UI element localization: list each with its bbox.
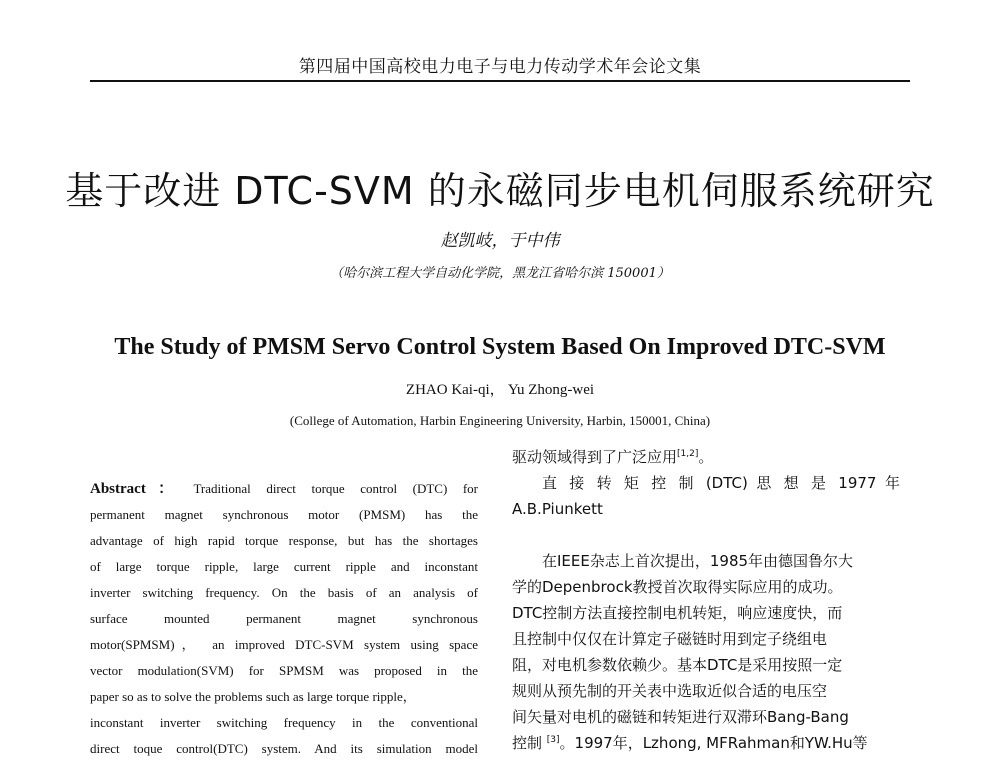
paper-title-cn: 基于改进 DTC-SVM 的永磁同步电机伺服系统研究 bbox=[65, 169, 935, 213]
abstract-text: Traditional direct torque control (DTC) for bbox=[193, 481, 478, 496]
body-line: A.B.Piunkett bbox=[512, 500, 603, 518]
abstract-line: direct toque control(DTC) system. And its simulation model bbox=[90, 741, 478, 756]
abstract-line bbox=[90, 476, 478, 502]
citation-ref: [1,2] bbox=[677, 449, 699, 459]
body-text: 控制 bbox=[512, 734, 547, 752]
abstract-line: permanent magnet synchronous motor (PMSM) has the bbox=[90, 507, 478, 522]
authors-cn: 赵凯岐，于中伟 bbox=[440, 231, 560, 251]
abstract-line: paper so as to solve the problems such as large torque ripple， bbox=[90, 689, 416, 704]
body-line bbox=[512, 730, 900, 756]
citation-ref: [3] bbox=[546, 735, 560, 745]
abstract-line: inconstant inverter switching frequency in the conventional bbox=[90, 715, 478, 730]
body-text: 。1997年，Lzhong, MFRahman和YW.Hu等 bbox=[559, 734, 868, 752]
abstract-column bbox=[90, 476, 478, 762]
authors-en: ZHAO Kai-qi， Yu Zhong-wei bbox=[405, 382, 595, 398]
body-line: 间矢量对电机的磁链和转矩进行双滞环Bang-Bang bbox=[512, 708, 849, 726]
abstract-line: inverter switching frequency. On the basis of an analysis of bbox=[90, 585, 478, 600]
body-line: 学的Depenbrock教授首次取得实际应用的成功。 bbox=[512, 578, 843, 596]
body-text-column bbox=[512, 444, 900, 756]
affiliation-en: (College of Automation, Harbin Engineering University, Harbin, 150001, China) bbox=[289, 413, 711, 428]
body-line: 在IEEE杂志上首次提出，1985年由德国鲁尔大 bbox=[542, 552, 854, 570]
abstract-line: of large torque ripple, large current ripple and inconstant bbox=[90, 559, 478, 574]
body-text: 驱动领域得到了广泛应用 bbox=[512, 448, 678, 466]
body-line bbox=[512, 444, 900, 470]
running-header: 第四届中国高校电力电子与电力传动学术年会论文集 bbox=[298, 57, 702, 77]
paragraph-gap bbox=[512, 522, 900, 548]
body-line: 且控制中仅仅在计算定子磁链时用到定子绕组电 bbox=[512, 630, 828, 648]
abstract-line: vector modulation(SVM) for SPMSM was proposed in the bbox=[90, 663, 478, 678]
body-line: 阻，对电机参数依赖少。基本DTC是采用按照一定 bbox=[512, 656, 843, 674]
header-rule bbox=[90, 80, 910, 82]
body-line: DTC控制方法直接控制电机转矩，响应速度快，而 bbox=[512, 604, 843, 622]
abstract-line: surface mounted permanent magnet synchronous bbox=[90, 611, 478, 626]
abstract-line: advantage of high rapid torque response, but has the shortages bbox=[90, 533, 478, 548]
body-text: 。 bbox=[698, 448, 714, 466]
abstract-label: Abstract： bbox=[90, 481, 186, 497]
paper-title-en: The Study of PMSM Servo Control System Based On Improved DTC-SVM bbox=[114, 334, 886, 360]
abstract-line: motor(SPMSM)， an improved DTC-SVM system using space bbox=[90, 637, 478, 652]
affiliation-cn: （哈尔滨工程大学自动化学院，黑龙江省哈尔滨 150001） bbox=[330, 266, 670, 281]
body-line: 规则从预先制的开关表中选取近似合适的电压空 bbox=[512, 682, 828, 700]
body-line: 直 接 转 矩 控 制 (DTC) 思 想 是 1977 年 bbox=[542, 474, 900, 492]
